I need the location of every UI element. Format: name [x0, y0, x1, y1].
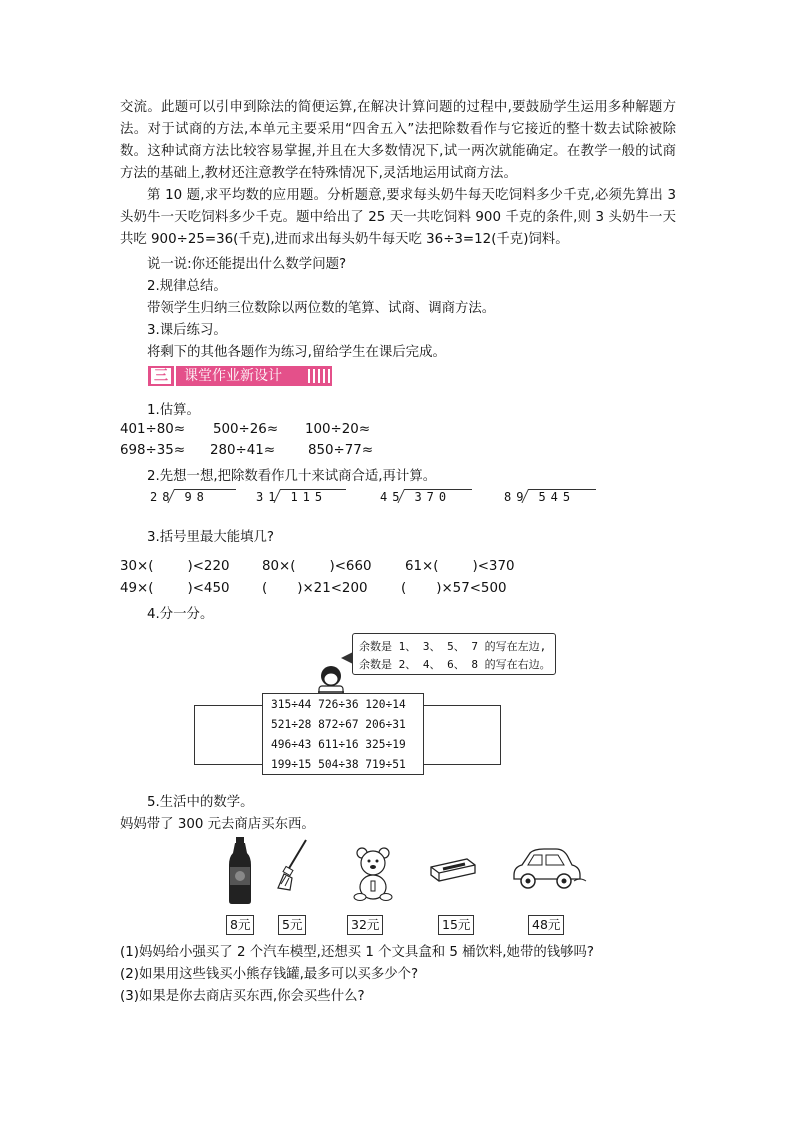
divisor: 28	[150, 490, 175, 504]
section-number-box	[148, 366, 174, 386]
q3-item: 30×( )<220	[120, 559, 230, 574]
division-problems-sign	[262, 693, 424, 775]
rule-summary-title: 2.规律总结。	[147, 279, 227, 294]
long-division-item	[256, 489, 346, 504]
q3-item: 80×( )<660	[262, 559, 372, 574]
teddy-bear-bank-icon	[350, 845, 396, 901]
left-answer-box	[194, 705, 264, 765]
rule-summary-body: 带领学生归纳三位数除以两位数的笔算、试商、调商方法。	[147, 301, 496, 316]
q3-item: ( )×21<200	[262, 581, 368, 596]
q3-title: 3.括号里最大能填几?	[147, 530, 275, 545]
homework-title: 3.课后练习。	[147, 323, 227, 338]
q1-title: 1.估算。	[147, 403, 200, 418]
dividend: 98	[174, 489, 236, 504]
dividend: 545	[528, 489, 596, 504]
paintbrush-icon	[272, 838, 312, 892]
section-title: 课堂作业新设计	[184, 368, 282, 384]
q5-intro: 妈妈带了 300 元去商店买东西。	[120, 817, 315, 832]
long-division-item	[150, 489, 236, 504]
q3-item: 61×( )<370	[405, 559, 515, 574]
q1-item: 698÷35≈	[120, 443, 186, 458]
section-number: 三	[151, 368, 171, 384]
toy-car-icon	[508, 845, 588, 891]
child-figure-icon	[314, 664, 348, 696]
say-line: 说一说:你还能提出什么数学问题?	[147, 257, 347, 272]
sign-row: 496÷43 611÷16 325÷19	[271, 738, 406, 751]
homework-body: 将剩下的其他各题作为练习,留给学生在课后完成。	[147, 345, 446, 360]
price-tag-bear-bank: 32元	[347, 915, 383, 935]
sign-row: 521÷28 872÷67 206÷31	[271, 718, 406, 731]
section-title-bar	[176, 366, 332, 386]
divisor: 45	[380, 490, 405, 504]
q3-item: 49×( )<450	[120, 581, 230, 596]
price-tag-brush: 5元	[278, 915, 306, 935]
divisor: 89	[504, 490, 529, 504]
pencil-box-icon	[427, 855, 479, 883]
soda-bottle-icon	[225, 835, 255, 905]
q1-item: 850÷77≈	[308, 443, 374, 458]
banner-stripes-decoration	[308, 369, 330, 383]
long-division-item	[504, 489, 596, 504]
q1-item: 401÷80≈	[120, 422, 186, 437]
q3-item: ( )×57<500	[401, 581, 507, 596]
section-banner	[148, 366, 332, 386]
long-division-item	[380, 489, 472, 504]
bubble-line-even: 余数是 2、 4、 6、 8 的写在右边。	[359, 658, 551, 671]
q2-title: 2.先想一想,把除数看作几十来试商合适,再计算。	[147, 469, 437, 484]
bubble-line-odd: 余数是 1、 3、 5、 7 的写在左边,	[359, 640, 547, 653]
q1-item: 500÷26≈	[213, 422, 279, 437]
q5-subquestion-3: (3)如果是你去商店买东西,你会买些什么?	[120, 989, 365, 1004]
right-answer-box	[423, 705, 501, 765]
price-tag-soda: 8元	[226, 915, 254, 935]
sign-row: 199÷15 504÷38 719÷51	[271, 758, 406, 771]
q5-subquestion-2: (2)如果用这些钱买小熊存钱罐,最多可以买多少个?	[120, 967, 419, 982]
q5-subquestion-1: (1)妈妈给小强买了 2 个汽车模型,还想买 1 个文具盒和 5 桶饮料,她带的钱够吗?	[120, 945, 595, 960]
divisor: 31	[256, 490, 281, 504]
intro-paragraph-1: 交流。此题可以引申到除法的简便运算,在解决计算问题的过程中,要鼓励学生运用多种解题方法。对于试商的方法,本单元主要采用“四舍五入”法把除数看作与它接近的整十数去试除被除数。这种试商方法比较容易掌握,并且在大多数情况下,试一两次就能确定。在教学一般的试商方法的基础上,教材还注意教学在特殊情况下,灵活地运用试商方法。	[120, 100, 676, 181]
bubble-tail	[341, 652, 353, 664]
price-tag-pencil-box: 15元	[438, 915, 474, 935]
q4-title: 4.分一分。	[147, 607, 214, 622]
dividend: 115	[280, 489, 346, 504]
speech-bubble	[352, 633, 556, 675]
dividend: 370	[404, 489, 472, 504]
sign-row: 315÷44 726÷36 120÷14	[271, 698, 406, 711]
intro-paragraph-2: 第 10 题,求平均数的应用题。分析题意,要求每头奶牛每天吃饲料多少千克,必须先算出 3 头奶牛一天吃饲料多少千克。题中给出了 25 天一共吃饲料 900 千克的条件,则 3 头奶牛一天共吃 900÷25=36(千克),进而求出每头奶牛每天吃 36÷3=12(千克)饲料。	[120, 188, 676, 247]
price-tag-toy-car: 48元	[528, 915, 564, 935]
q1-item: 280÷41≈	[210, 443, 276, 458]
q1-item: 100÷20≈	[305, 422, 371, 437]
q5-title: 5.生活中的数学。	[147, 795, 254, 810]
